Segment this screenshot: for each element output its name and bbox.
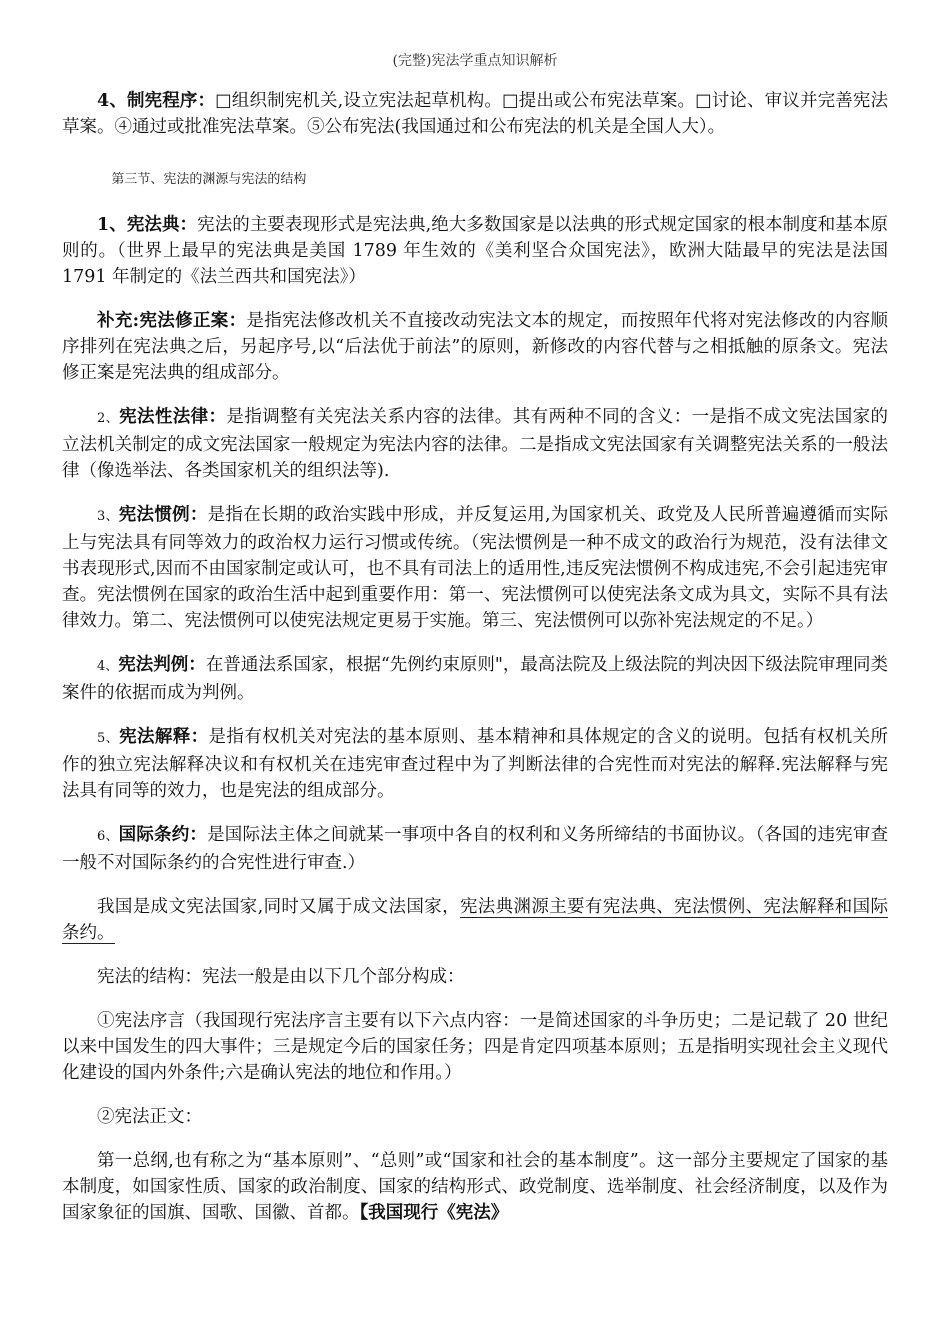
- paragraph-main-text-title: ②宪法正文：: [97, 1107, 202, 1127]
- paragraph-text: 第一总纲,也有称之为“基本原则”、“总则”或“国家和社会的基本制度”。这一部分主要规定了国家的基本制度，如国家性质、国家的政治制度、国家的结构形式、政党制度、选举制度、社会经济制度，以及作为国家象征的国旗、国歌、国徽、首都。: [62, 1151, 888, 1223]
- paragraph-sources-summary: [62, 894, 888, 946]
- paragraph-international-treaty: [62, 822, 888, 876]
- document-body: [62, 88, 888, 1226]
- paragraph-constitutional-law: [62, 404, 888, 484]
- paragraph-heading: 宪法惯例：: [118, 505, 208, 525]
- paragraph-amendment: [62, 308, 888, 386]
- page-header: (完整)宪法学重点知识解析: [392, 53, 558, 69]
- paragraph-number: 5、: [97, 731, 120, 746]
- paragraph-preamble: ①宪法序言（我国现行宪法序言主要有以下六点内容：一是简述国家的斗争历史；二是记载了 20 世纪以来中国发生的四大事件；三是规定今后的国家任务；四是肯定四项基本原则；五是指明实现社会主义现代化建设的国内外条件;六是确认宪法的地位和作用。）: [62, 1011, 888, 1083]
- paragraph-constitutional-precedent: [62, 652, 888, 706]
- paragraph-general-principles: [62, 1148, 888, 1226]
- underlined-text: 宪法典渊源主要有宪法典、宪法惯例、宪法解释和国际条约。: [62, 897, 889, 943]
- paragraph-heading: 4、制宪程序：: [97, 91, 216, 111]
- paragraph-tail: 【我国现行《宪法》: [359, 1203, 509, 1223]
- paragraph-text: 是指有权机关对宪法的基本原则、基本精神和具体规定的含义的说明。包括有权机关所作的独立宪法解释决议和有权机关在违宪审查过程中为了判断法律的合宪性而对宪法的解释.宪法解释与宪法具有同等的效力，也是宪法的组成部分。: [62, 727, 889, 801]
- paragraph-text: 在普通法系国家，根据“先例约束原则"，最高法院及上级法院的判决因下级法院审理同类案件的依据而成为判例。: [62, 655, 888, 703]
- paragraph-text: 我国是成文宪法国家,同时又属于成文法国家，: [97, 897, 460, 917]
- paragraph-heading: 宪法解释：: [119, 727, 209, 747]
- paragraph-text: 是指宪法修改机关不直接改动宪法文本的规定，而按照年代将对宪法修改的内容顺序排列在宪法典之后，另起序号,以“后法优于前法”的原则，新修改的内容代替与之相抵触的原条文。宪法修正案是宪法典的组成部分。: [62, 311, 888, 383]
- paragraph-text: 是指调整有关宪法关系内容的法律。其有两种不同的含义：一是指不成文宪法国家的立法机关制定的成文宪法国家一般规定为宪法内容的法律。二是指成文宪法国家有关调整宪法关系的一般法律（像选举法、各类国家机关的组织法等).: [62, 407, 889, 481]
- paragraph-number: 6、: [97, 829, 119, 844]
- paragraph-text: 是指在长期的政治实践中形成，并反复运用,为国家机关、政党及人民所普遍遵循而实际上与宪法具有同等效力的政治权力运行习惯或传统。（宪法惯例是一种不成文的政治行为规范，没有法律文书表现形式,因而不由国家制定或认可，也不具有司法上的适用性,违反宪法惯例不构成违宪,不会引起违宪审查。宪法惯例在国家的政治生活中起到重要作用：第一、宪法惯例可以使宪法条文成为具文，实际不具有法律效力。第二、宪法惯例可以使宪法规定更易于实施。第三、宪法惯例可以弥补宪法规定的不足。）: [62, 505, 888, 631]
- paragraph-structure-intro: 宪法的结构：宪法一般是由以下几个部分构成：: [97, 967, 465, 987]
- paragraph-number: 3、: [97, 509, 119, 524]
- section-title: 第三节、宪法的渊源与宪法的结构: [111, 172, 307, 187]
- paragraph-text: 是国际法主体之间就某一事项中各自的权利和义务所缔结的书面协议。（各国的违宪审查一般不对国际条约的合宪性进行审查.）: [62, 825, 889, 873]
- paragraph-number: 2、: [97, 411, 120, 426]
- paragraph-constitutional-convention: [62, 502, 888, 634]
- paragraph-number: 4、: [97, 659, 119, 674]
- paragraph-constitutional-interpretation: [62, 724, 888, 804]
- paragraph-text: 宪法的主要表现形式是宪法典,绝大多数国家是以法典的形式规定国家的根本制度和基本原则的。（世界上最早的宪法典是美国 1789 年生效的《美利坚合众国宪法》，欧洲大陆最早的宪法是法国 1791 年制定的《法兰西共和国宪法》）: [62, 215, 889, 287]
- paragraph-heading: 宪法性法律：: [119, 407, 227, 427]
- paragraph-constitution-making-procedure: [62, 88, 888, 140]
- paragraph-text: □组织制宪机关,设立宪法起草机构。□提出或公布宪法草案。□讨论、审议并完善宪法草案。④通过或批准宪法草案。⑤公布宪法(我国通过和公布宪法的机关是全国人大）。: [62, 91, 888, 137]
- paragraph-heading: 国际条约：: [118, 825, 208, 845]
- paragraph-heading: 1、宪法典：: [97, 215, 198, 235]
- paragraph-heading: 宪法判例：: [118, 655, 206, 675]
- paragraph-constitutional-code: [62, 212, 888, 290]
- paragraph-heading: 补充:宪法修正案：: [97, 311, 247, 331]
